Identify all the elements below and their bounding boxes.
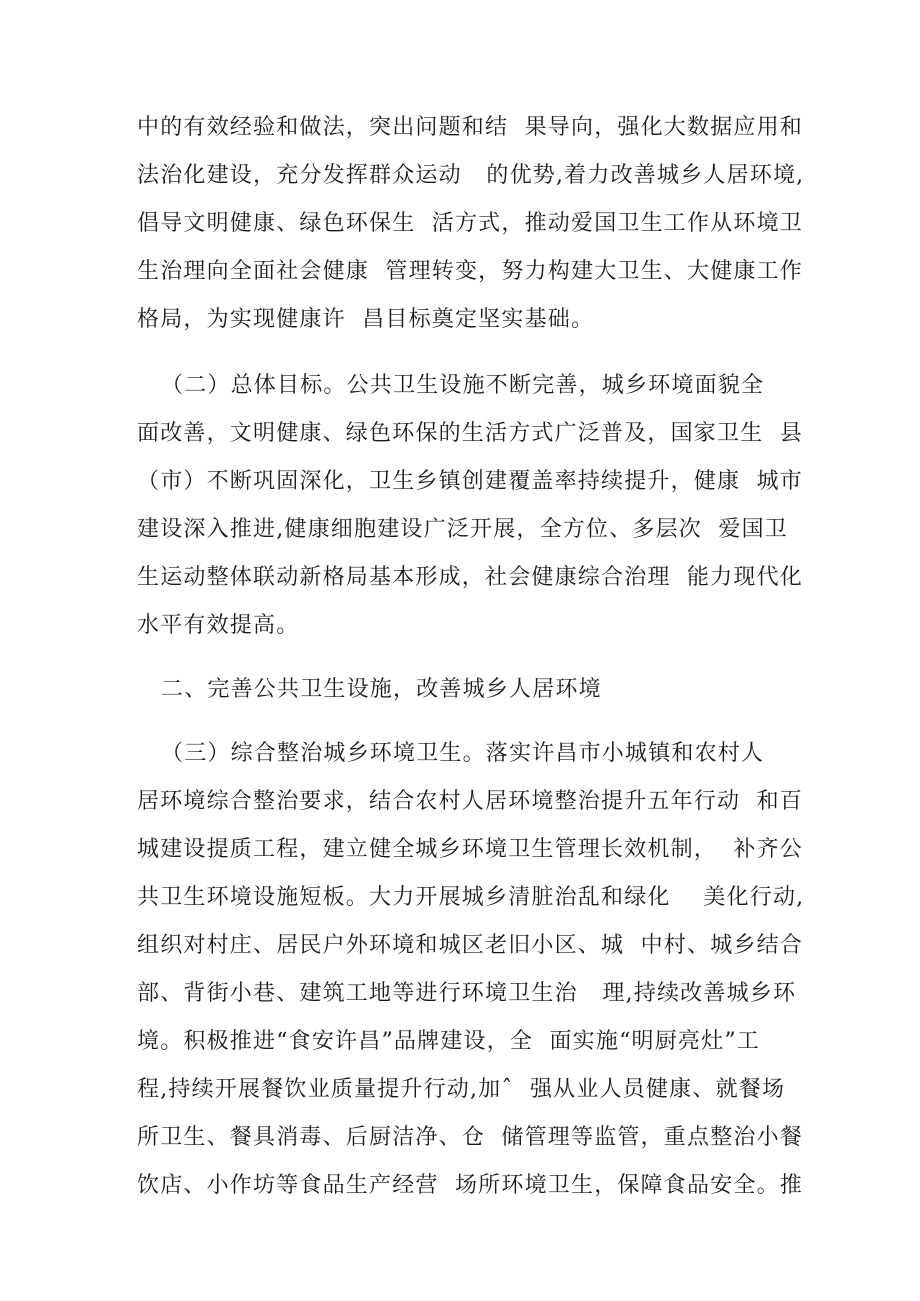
paragraph-line: 格局，为实现健康许 昌目标奠定坚实基础。 <box>137 307 595 332</box>
paragraph-line: 生运动整体联动新格局基本形成，社会健康综合治理 能力现代化 <box>137 565 803 590</box>
paragraph-line: 法治化建设，充分发挥群众运动 的优势,着力改善城乡人居环境, <box>137 163 805 188</box>
paragraph-line: 面改善，文明健康、绿色环保的生活方式广泛普及，国家卫生 县 <box>137 421 803 446</box>
paragraph-line: 部、背街小巷、建筑工地等进行环境卫生治 理,持续改善城乡环 <box>137 981 797 1006</box>
paragraph-line: 倡导文明健康、绿色环保生 活方式，推动爱国卫生工作从环境卫 <box>137 211 803 236</box>
paragraph-line: （二）总体目标。公共卫生设施不断完善，城乡环境面貌全 <box>161 373 765 398</box>
paragraph-line: 程,持续开展餐饮业质量提升行动,加ˆ 强从业人员健康、就餐场 <box>137 1077 786 1102</box>
paragraph-line: （市）不断巩固深化，卫生乡镇创建覆盖率持续提升，健康 城市 <box>137 469 803 494</box>
paragraph-line: 水平有效提高。 <box>137 613 300 638</box>
paragraph-line: 城建设提质工程，建立健全城乡环境卫生管理长效机制， 补齐公 <box>137 837 803 862</box>
paragraph-line: 境。积极推进“食安许昌”品牌建设，全 面实施“明厨亮灶”工 <box>137 1029 760 1054</box>
paragraph-line: 所卫生、餐具消毒、后厨洁净、仓 储管理等监管，重点整治小餐 <box>137 1125 803 1150</box>
paragraph-line: 饮店、小作坊等食品生产经营 场所环境卫生，保障食品安全。推 <box>137 1173 803 1198</box>
paragraph-line: 共卫生环境设施短板。大力开展城乡清脏治乱和绿化 美化行动, <box>137 885 805 910</box>
paragraph-line: 建设深入推进,健康细胞建设广泛开展，全方位、多层次 爱国卫 <box>137 517 788 542</box>
section-heading: 二、完善公共卫生设施，改善城乡人居环境 <box>161 677 602 702</box>
paragraph-line: 居环境综合整治要求，结合农村人居环境整治提升五年行动 和百 <box>137 789 803 814</box>
paragraph-line: （三）综合整治城乡环境卫生。落实许昌市小城镇和农村人 <box>161 741 765 766</box>
paragraph-line: 组织对村庄、居民户外环境和城区老旧小区、城 中村、城乡结合 <box>137 933 803 958</box>
paragraph-line: 中的有效经验和做法，突出问题和结 果导向，强化大数据应用和 <box>137 115 803 140</box>
paragraph-line: 生治理向全面社会健康 管理转变，努力构建大卫生、大健康工作 <box>137 259 803 284</box>
